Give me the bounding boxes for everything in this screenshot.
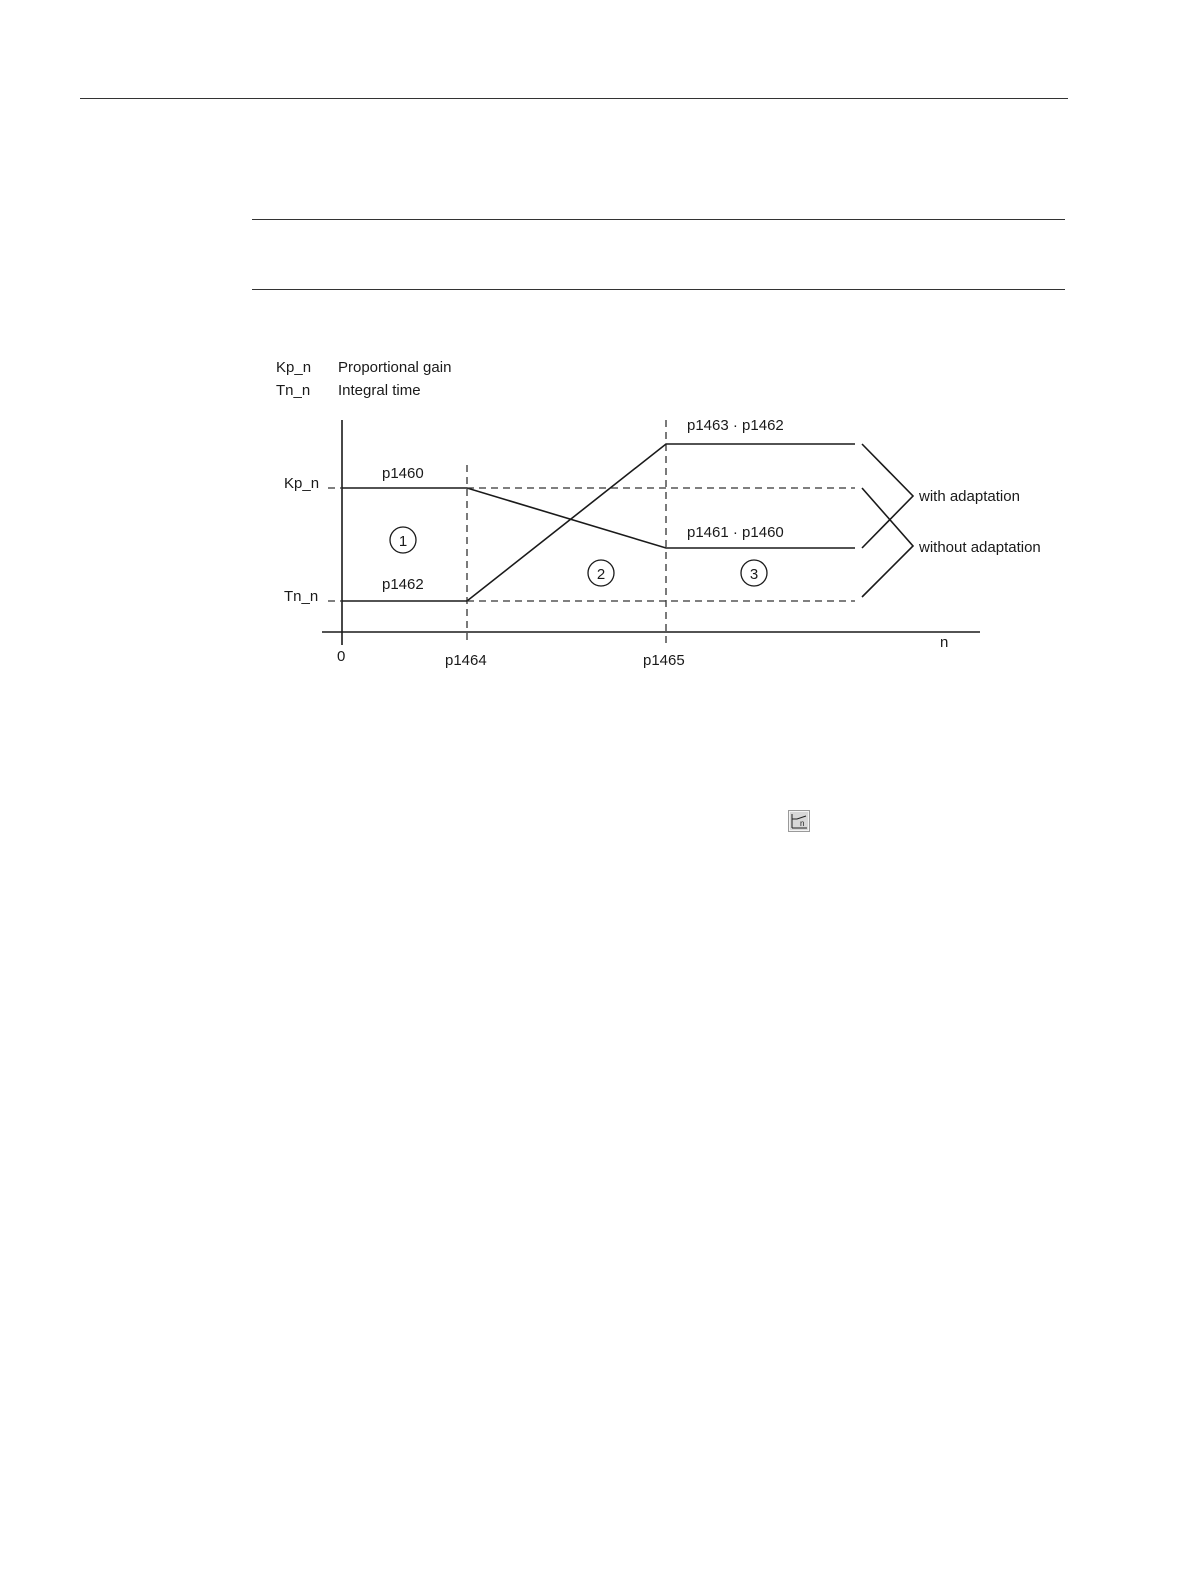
speed-controller-adaptation-diagram xyxy=(0,0,1191,700)
label-without-adaptation: without adaptation xyxy=(919,539,1041,556)
y-label-tn: Tn_n xyxy=(284,588,319,605)
region-1-label: 1 xyxy=(398,533,408,550)
legend-symbol-tn: Tn_n xyxy=(276,382,311,399)
adaptation-icon-glyph: n xyxy=(800,819,805,828)
region-2-label: 2 xyxy=(596,566,606,583)
y-label-kp: Kp_n xyxy=(284,475,320,492)
label-kp-high: p1461 · p1460 xyxy=(687,524,784,541)
x-tick-p1464: p1464 xyxy=(445,652,487,669)
legend-meaning-kp: Proportional gain xyxy=(338,359,452,376)
legend-meaning-tn: Integral time xyxy=(338,382,421,399)
label-tn-high: p1463 · p1462 xyxy=(687,417,784,434)
legend-symbol-kp: Kp_n xyxy=(276,359,312,376)
x-axis-label: n xyxy=(940,634,949,651)
label-kp-low: p1460 xyxy=(382,465,424,482)
x-tick-p1465: p1465 xyxy=(643,652,685,669)
label-tn-low: p1462 xyxy=(382,576,424,593)
label-with-adaptation: with adaptation xyxy=(919,488,1020,505)
origin-label: 0 xyxy=(337,648,346,665)
adaptation-icon xyxy=(788,810,810,832)
region-3-label: 3 xyxy=(749,566,759,583)
